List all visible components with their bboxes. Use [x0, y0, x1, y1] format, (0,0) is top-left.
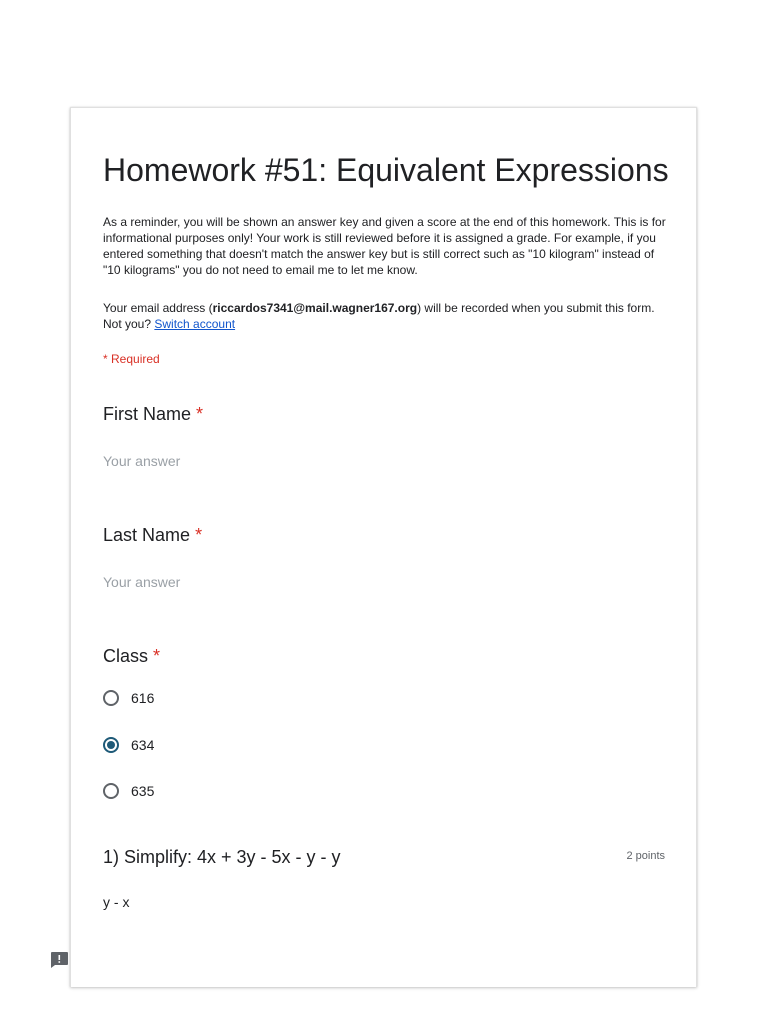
required-asterisk: * — [196, 404, 204, 424]
class-option-label: 616 — [131, 690, 155, 706]
form-description: As a reminder, you will be shown an answer key and given a score at the end of this homework. This is for informational purposes only! Your work is still reviewed before it is assigned a grade. For example, if you entered something that doesn't match the answer key but is still correct such as "10 kilogram" instead of "10 kilograms" you do not need to email me to let me know. — [103, 215, 666, 277]
class-label-text: Class — [103, 646, 149, 666]
question-1-points: 2 points — [626, 850, 665, 862]
feedback-icon[interactable] — [49, 951, 69, 969]
form-title: Homework #51: Equivalent Expressions — [103, 152, 669, 188]
class-option-label: 634 — [131, 737, 155, 753]
switch-account-link[interactable]: Switch account — [154, 317, 236, 331]
email-prefix: Your email address ( — [103, 301, 213, 315]
not-you-text: Not you? — [103, 317, 152, 331]
first-name-label-text: First Name — [103, 404, 192, 424]
last-name-label — [103, 523, 202, 547]
question-1-answer: y - x — [103, 894, 130, 910]
email-address: riccardos7341@mail.wagner167.org — [212, 301, 418, 315]
first-name-label — [103, 402, 203, 426]
last-name-label-text: Last Name — [103, 525, 191, 545]
last-name-input[interactable] — [103, 570, 403, 594]
class-option-634[interactable] — [103, 733, 154, 757]
email-notice — [103, 300, 668, 332]
radio-button[interactable] — [103, 783, 119, 799]
class-option-label: 635 — [131, 783, 155, 799]
radio-button[interactable] — [103, 690, 119, 706]
email-suffix: ) will be recorded when you submit this form. — [417, 301, 655, 315]
question-1-label: 1) Simplify: 4x + 3y - 5x - y - y — [103, 847, 341, 867]
required-asterisk: * — [195, 525, 203, 545]
required-note: * Required — [103, 352, 160, 366]
class-option-635[interactable] — [103, 779, 154, 803]
class-label — [103, 644, 160, 668]
radio-button-selected[interactable] — [103, 737, 119, 753]
required-asterisk: * — [153, 646, 161, 666]
class-option-616[interactable] — [103, 686, 154, 710]
form-card — [70, 107, 697, 987]
first-name-input[interactable] — [103, 449, 403, 473]
